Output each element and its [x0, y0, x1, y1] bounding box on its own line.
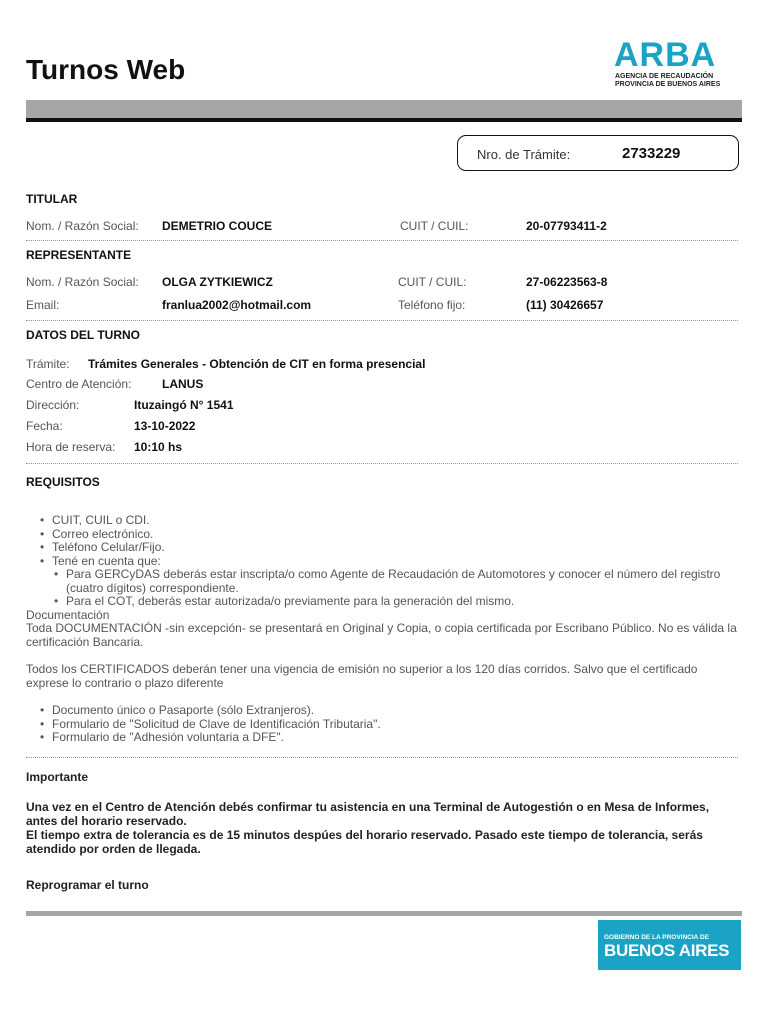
arba-logo-line1: AGENCIA DE RECAUDACIÓN	[615, 73, 714, 80]
turno-hora-label: Hora de reserva:	[26, 440, 116, 454]
titular-cuit-value: 20-07793411-2	[526, 219, 607, 233]
importante-text-2: El tiempo extra de tolerancia es de 15 minutos despúes del horario reservado. Pasado este tiempo de tolerancia, serás atendido por orden de llegada.	[26, 828, 703, 856]
divider	[26, 240, 738, 241]
divider	[26, 463, 738, 464]
divider	[26, 757, 738, 758]
footer-bar	[26, 911, 742, 916]
list-item: • Para el COT, deberás estar autorizada/o previamente para la generación del mismo.	[66, 595, 740, 609]
tramite-number-label: Nro. de Trámite:	[477, 147, 571, 162]
representante-heading: REPRESENTANTE	[26, 248, 132, 262]
representante-email-label: Email:	[26, 298, 60, 312]
sub-item-text: Para GERCyDAS deberás estar inscripta/o como Agente de Recaudación de Automotores y conocer el número del registro (cuatro dígitos) correspondiente.	[66, 567, 721, 595]
representante-cuit-label: CUIT / CUIL:	[398, 275, 467, 289]
representante-email-value: franlua2002@hotmail.com	[162, 298, 312, 312]
list-item: • Tené en cuenta que:	[52, 555, 740, 569]
turno-centro-label: Centro de Atención:	[26, 377, 132, 391]
list-item: • Teléfono Celular/Fijo.	[52, 541, 740, 555]
requisitos-list	[26, 514, 740, 568]
list-item: • Documento único o Pasaporte (sólo Extranjeros).	[52, 704, 740, 718]
turno-tramite-value: Trámites Generales - Obtención de CIT en forma presencial	[88, 357, 426, 371]
requisitos-sublist	[26, 568, 740, 595]
documentacion-text: Toda DOCUMENTACIÓN -sin excepción- se presentará en Original y Copia, o copia certificada por Escribano Público. No es válida la certificación Bancaria.	[26, 621, 737, 649]
importante-heading: Importante	[26, 770, 89, 784]
titular-heading: TITULAR	[26, 192, 78, 206]
requisitos-heading: REQUISITOS	[26, 475, 100, 489]
divider	[26, 320, 738, 321]
representante-name-label: Nom. / Razón Social:	[26, 275, 139, 289]
turno-direccion-value: Ituzaingó N° 1541	[134, 398, 234, 412]
tramite-number-value: 2733229	[622, 145, 681, 162]
requisitos-sublist	[26, 595, 740, 609]
titular-name-label: Nom. / Razón Social:	[26, 219, 139, 233]
list-item: • CUIT, CUIL o CDI.	[52, 514, 740, 528]
titular-cuit-label: CUIT / CUIL:	[400, 219, 469, 233]
gba-logo-top: GOBIERNO DE LA PROVINCIA DE	[604, 934, 709, 941]
turno-fecha-label: Fecha:	[26, 419, 63, 433]
reprogramar-link[interactable]: Reprogramar el turno	[26, 878, 149, 892]
gba-logo-main: BUENOS AIRES	[604, 941, 730, 960]
importante-text-1: Una vez en el Centro de Atención debés confirmar tu asistencia en una Terminal de Autogestión o en Mesa de Informes, antes del horario reservado.	[26, 800, 710, 828]
list-item	[66, 568, 740, 595]
header-bar	[26, 100, 742, 118]
turno-direccion-label: Dirección:	[26, 398, 80, 412]
arba-logo: ARBA	[614, 36, 717, 74]
turno-heading: DATOS DEL TURNO	[26, 328, 141, 342]
arba-logo-subtitle	[615, 73, 735, 89]
requisitos-list-2	[26, 704, 740, 745]
gba-logo	[598, 920, 741, 970]
list-item: • Formulario de "Solicitud de Clave de Identificación Tributaria".	[52, 718, 740, 732]
representante-name-value: OLGA ZYTKIEWICZ	[162, 275, 273, 289]
list-item: • Correo electrónico.	[52, 528, 740, 542]
requisitos-body	[26, 514, 740, 745]
turno-tramite-label: Trámite:	[26, 357, 70, 371]
documentacion-heading: Documentación	[26, 607, 110, 622]
arba-logo-line2: PROVINCIA DE BUENOS AIRES	[615, 81, 721, 88]
header-bar-line	[26, 118, 742, 122]
turno-centro-value: LANUS	[162, 377, 204, 391]
turno-fecha-value: 13-10-2022	[134, 419, 196, 433]
list-item: • Formulario de "Adhesión voluntaria a DFE".	[52, 731, 740, 745]
titular-name-value: DEMETRIO COUCE	[162, 219, 273, 233]
representante-phone-value: (11) 30426657	[526, 298, 604, 312]
turno-hora-value: 10:10 hs	[134, 440, 183, 454]
certificados-text: Todos los CERTIFICADOS deberán tener una vigencia de emisión no superior a los 120 días corridos. Salvo que el certificado exprese lo contrario o plazo diferente	[26, 662, 698, 690]
page-title: Turnos Web	[26, 54, 186, 85]
representante-phone-label: Teléfono fijo:	[398, 298, 466, 312]
representante-cuit-value: 27-06223563-8	[526, 275, 608, 289]
